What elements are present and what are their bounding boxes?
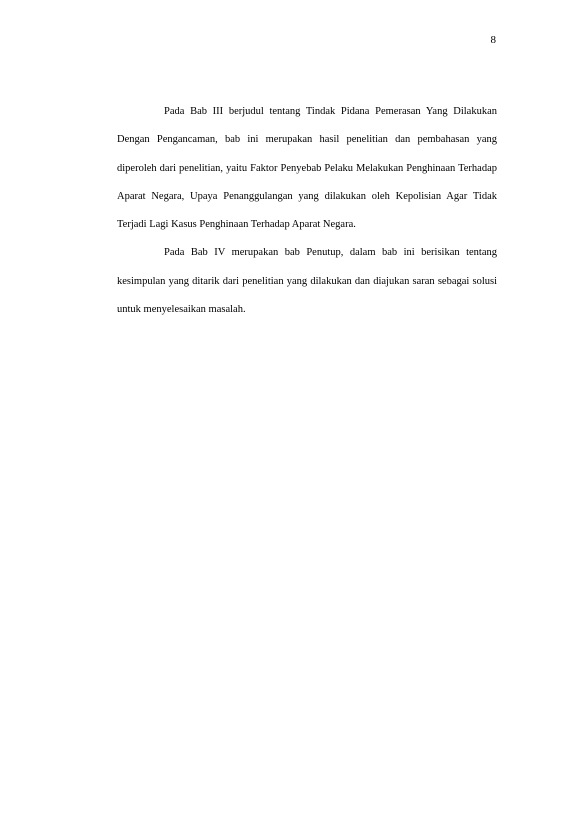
paragraph-bab-iii: Pada Bab III berjudul tentang Tindak Pidana Pemerasan Yang Dilakukan Dengan Pengancaman, bab ini merupakan hasil penelitian dan pembahasan yang diperoleh dari penelitian, yaitu Faktor Penyebab Pelaku Melakukan Penghinaan Terhadap Aparat Negara, Upaya Penanggulangan yang dilakukan oleh Kepolisian Agar Tidak Terjadi Lagi Kasus Penghinaan Terhadap Aparat Negara. [117, 106, 497, 231]
paragraph-bab-iv: Pada Bab IV merupakan bab Penutup, dalam bab ini berisikan tentang kesimpulan yang ditarik dari penelitian yang dilakukan dan diajukan saran sebagai solusi untuk menyelesaikan masalah. [117, 247, 497, 316]
document-body [117, 98, 497, 324]
page-number: 8 [490, 34, 496, 46]
